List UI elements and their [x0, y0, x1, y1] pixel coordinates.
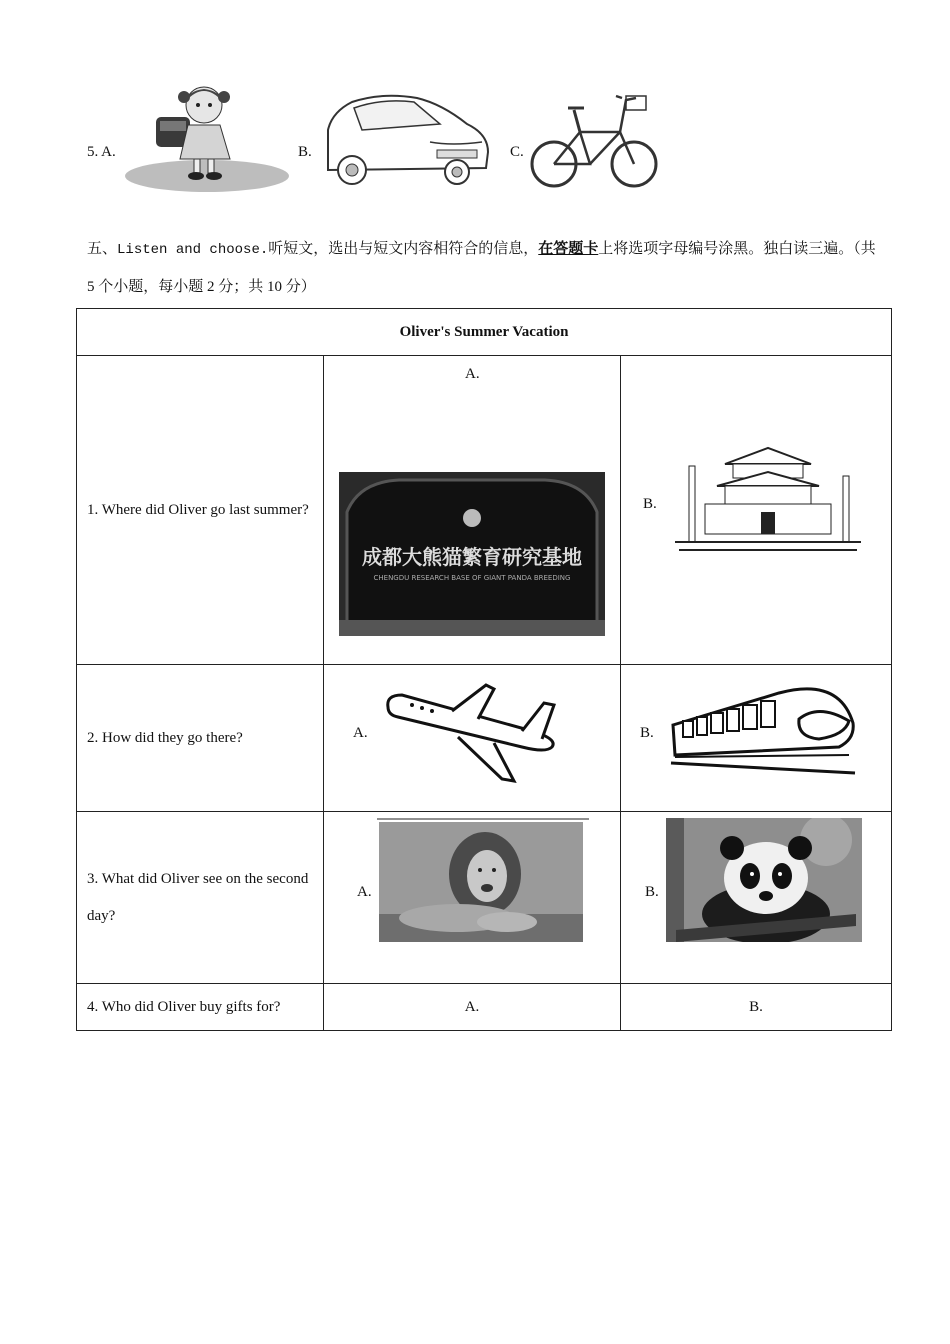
q5-option-a-label: 5. A.	[87, 144, 116, 160]
q3-option-a[interactable]	[324, 812, 621, 984]
question-3: 3. What did Oliver see on the second day?	[77, 812, 324, 984]
bicycle-icon	[530, 88, 660, 192]
panda-photo-icon	[666, 818, 862, 942]
q2-option-b[interactable]	[621, 665, 892, 812]
panda-base-sign-icon	[339, 472, 605, 636]
q4-option-a[interactable]	[324, 984, 621, 1031]
q2-option-a-label: A.	[353, 725, 368, 741]
tiananmen-gate-icon	[675, 446, 861, 552]
section-instructions: 五、Listen and choose.听短文，选出与短文内容相符合的信息，在答题卡上将选项字母编号涂黑。独白读三遍。（共 5 个小题，每小题 2 分；共 10 分）	[87, 241, 876, 295]
q5-option-c-label: C.	[510, 144, 524, 160]
q4-option-b-label: B.	[749, 998, 763, 1015]
q4-option-b[interactable]	[621, 984, 892, 1031]
lion-photo-icon	[377, 818, 589, 942]
listening-table	[76, 308, 892, 1031]
car-icon	[322, 90, 492, 190]
q3-option-a-label: A.	[357, 884, 372, 900]
table-row	[77, 984, 892, 1031]
question-4: 4. Who did Oliver buy gifts for?	[77, 984, 324, 1031]
q4-option-a-label: A.	[464, 998, 480, 1015]
answer-sheet-emphasis: 在答题卡	[538, 241, 599, 257]
table-row	[77, 665, 892, 812]
girl-with-schoolbag-icon	[122, 83, 292, 195]
q5-option-b-label: B.	[298, 144, 312, 160]
q1-option-a-label: A.	[465, 366, 480, 382]
q1-option-a[interactable]	[324, 356, 621, 665]
q3-option-b-label: B.	[645, 884, 659, 900]
q1-option-b[interactable]	[621, 356, 892, 665]
table-row	[77, 812, 892, 984]
q2-option-a[interactable]	[324, 665, 621, 812]
table-title: Oliver's Summer Vacation	[77, 309, 892, 356]
q2-option-b-label: B.	[640, 725, 654, 741]
train-icon	[669, 673, 861, 781]
q1-option-b-label: B.	[643, 496, 657, 512]
svg-text:成都大熊猫繁育研究基地: 成都大熊猫繁育研究基地	[362, 545, 582, 569]
svg-text:CHENGDU RESEARCH BASE OF GIANT: CHENGDU RESEARCH BASE OF GIANT PANDA BREEDING	[373, 574, 571, 582]
question-5-options	[0, 78, 950, 208]
q3-option-b[interactable]	[621, 812, 892, 984]
question-1: 1. Where did Oliver go last summer?	[77, 356, 324, 665]
question-2: 2. How did they go there?	[77, 665, 324, 812]
table-row	[77, 356, 892, 665]
airplane-icon	[382, 681, 568, 787]
